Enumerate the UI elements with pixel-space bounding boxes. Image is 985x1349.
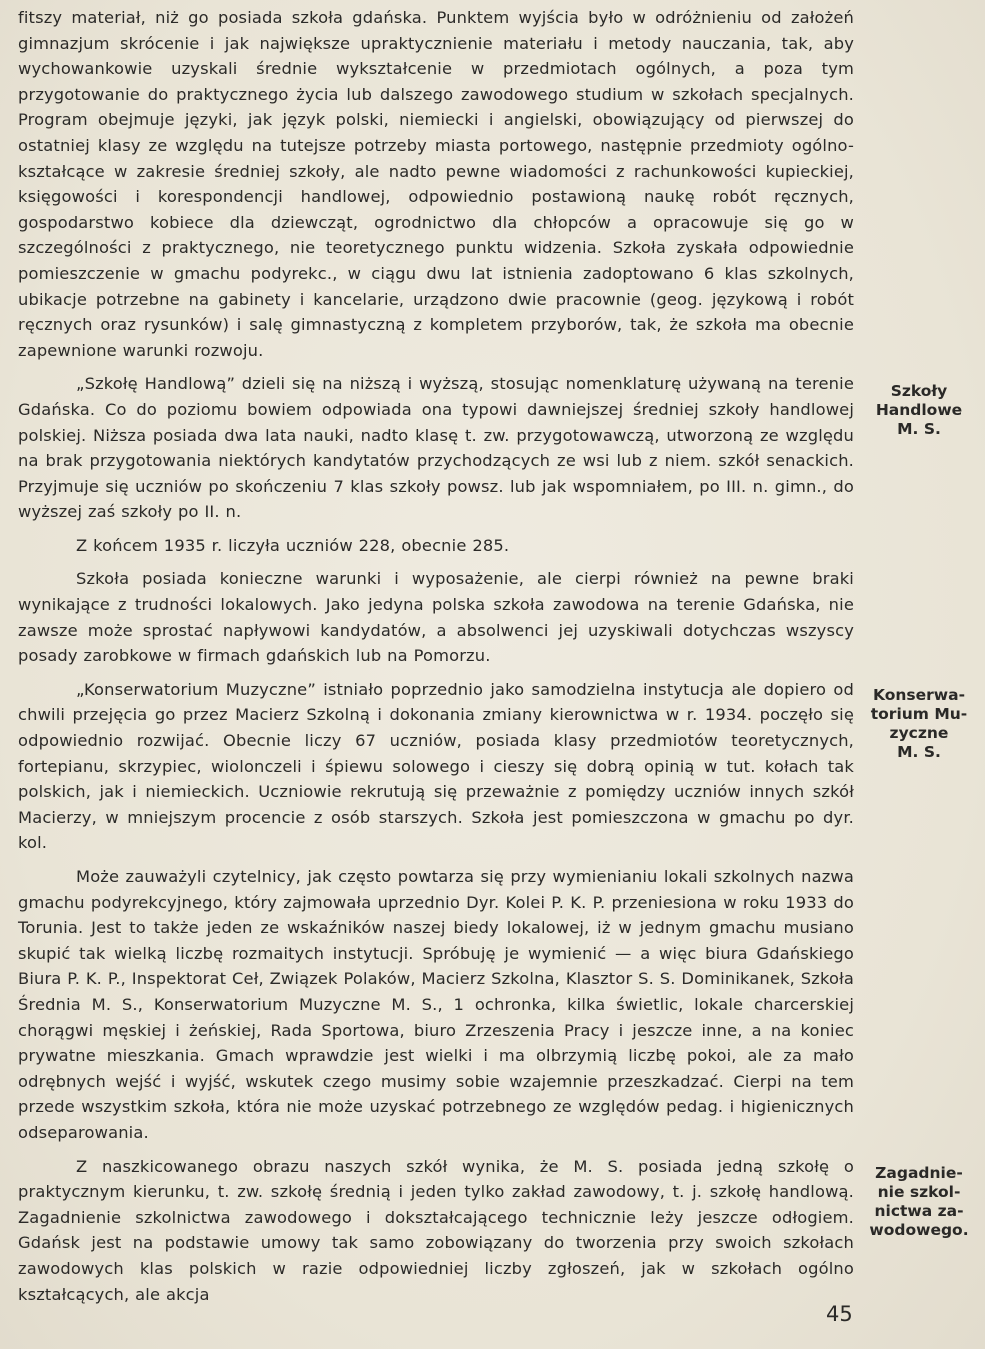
page-number: 45 bbox=[826, 1302, 853, 1326]
main-text-column bbox=[18, 5, 854, 1307]
margin-note-konserwatorium: Konserwa- torium Mu- zyczne M. S. bbox=[870, 686, 968, 761]
paragraph-2: „Szkołę Handlową” dzieli się na niższą i wyższą, stosując nomenklaturę używaną na terenie Gdańska. Co do poziomu bowiem odpowiada ona typowi dawniejszej średniej szkoły handlowej polskiej. Niższa posiada dwa lata nauki, nadto klasę t. zw. przygotowawczą, utworzoną ze względu na brak przygotowania niektórych kandytatów przychodzących ze wsi lub z niem. szkół senackich. Przyjmuje się uczniów po skończeniu 7 klas szkoły powsz. lub jak wspomniałem, po III. n. gimn., do wyższej zaś szkoły po II. n. bbox=[18, 374, 854, 522]
paragraph-6: Może zauważyli czytelnicy, jak często powtarza się przy wymienianiu lokali szkolnych nazwa gmachu podyrekcyjnego, który zajmowała uprzednio Dyr. Kolei P. K. P. przeniesiona w roku 1933 do Torunia. Jest to także jeden ze wskaźników naszej biedy lokalowej, iż w jednym gmachu musiano skupić tak wielką liczbę rozmaitych instytucji. Spróbuję je wymienić — a więc biura Gdańskiego Biura P. K. P., Inspektorat Ceł, Związek Polaków, Macierz Szkolna, Klasztor S. S. Dominikanek, Szkoła Średnia M. S., Konserwatorium Muzyczne M. S., 1 ochronka, kilka świetlic, lokale charcerskiej chorągwi męskiej i żeńskiej, Rada Sportowa, biuro Zrzeszenia Pracy i jeszcze inne, a na koniec prywatne mieszkania. Gmach wprawdzie jest wielki i ma olbrzymią liczbę pokoi, ale za mało odrębnych wejść i wyjść, wskutek czego musimy sobie wzajemnie przeszkadzać. Cierpi na tem przede wszystkim szkoła, która nie może uzyskać potrzebnego ze względów pedag. i higienicznych odseparowania. bbox=[18, 867, 854, 1142]
paragraph-7: Z naszkicowanego obrazu naszych szkół wynika, że M. S. posiada jedną szkołę o praktycznym kierunku, t. zw. szkołę średnią i jeden tylko zakład zawodowy, t. j. szkołę handlową. Zagadnienie szkolnictwa zawodowego i dokształcającego technicznie leży jeszcze odłogiem. Gdańsk jest na podstawie umowy tak samo zobowiązany do tworzenia przy swoich szkołach zawodowych klas polskich w razie odpowiedniej liczby zgłoszeń, jak w szkołach ogólno kształcących, ale akcja bbox=[18, 1156, 854, 1304]
paragraph-4: Szkoła posiada konieczne warunki i wyposażenie, ale cierpi również na pewne braki wynikające z trudności lokalowych. Jako jedyna polska szkoła zawodowa na terenie Gdańska, nie zawsze może sprostać napływowi kandydatów, a absolwenci jej uzyskiwali dotychczas wszyscy posady zarobkowe w firmach gdańskich lub na Pomorzu. bbox=[18, 569, 854, 666]
margin-note-szkoly-handlowe: Szkoły Handlowe M. S. bbox=[875, 382, 963, 438]
paragraph-3: Z końcem 1935 r. liczyła uczniów 228, obecnie 285. bbox=[76, 535, 510, 555]
paragraph-5: „Konserwatorium Muzyczne” istniało poprzednio jako samodzielna instytucja ale dopiero od chwili przejęcia go przez Macierz Szkolną i dokonania zmiany kierownictwa w r. 1934. poczęło się odpowiednio rozwijać. Obecnie liczy 67 uczniów, posiada klasy przedmiotów teoretycznych, fortepianu, skrzypiec, wiolonczeli i śpiewu solowego i cieszy się dobrą opinią w tut. kołach tak polskich, jak i niemieckich. Uczniowie rekrutują się przeważnie z pomiędzy uczniów innych szkół Macierzy, w mniejszym procencie z osób starszych. Szkoła jest pomieszczona w gmachu po dyr. kol. bbox=[18, 679, 854, 853]
paragraph-1: fitszy materiał, niż go posiada szkoła gdańska. Punktem wyjścia było w odróżnieniu od założeń gimnazjum skrócenie i jak największe upraktycznienie materiału i metody nauczania, tak, aby wychowankowie uzyskali średnie wykształcenie w przedmiotach ogólnych, a poza tym przygotowanie do praktycznego życia lub dalszego zawodowego studium w szkołach specjalnych. Program obejmuje języki, jak język polski, niemiecki i angielski, obowiązujący od pierwszej do ostatniej klasy ze względu na tutejsze potrzeby miasta portowego, następnie przedmioty ogólno-kształcące w zakresie średniej szkoły, ale nadto pewne wiadomości z rachunkowości kupieckiej, księgowości i korespondencji handlowej, odpowiednio postawioną naukę robót ręcznych, gospodarstwo kobiece dla dziewcząt, ogrodnictwo dla chłopców a opracowuje się go w szczególności z praktycznego, nie teoretycznego punktu widzenia. Szkoła zyskała odpowiednie pomieszczenie w gmachu podyrekc., w ciągu dwu lat istnienia zadoptowano 6 klas szkolnych, ubikacje potrzebne na gabinety i kancelarie, urządzono dwie pracownie (geog. językową i robót ręcznych oraz rysunków) i salę gimnastyczną z kompletem przyborów, tak, że szkoła ma obecnie zapewnione warunki rozwoju. bbox=[18, 8, 854, 360]
margin-note-szkolnictwo-zawodowe: Zagadnie- nie szkol- nictwa za- wodowego. bbox=[869, 1164, 969, 1239]
